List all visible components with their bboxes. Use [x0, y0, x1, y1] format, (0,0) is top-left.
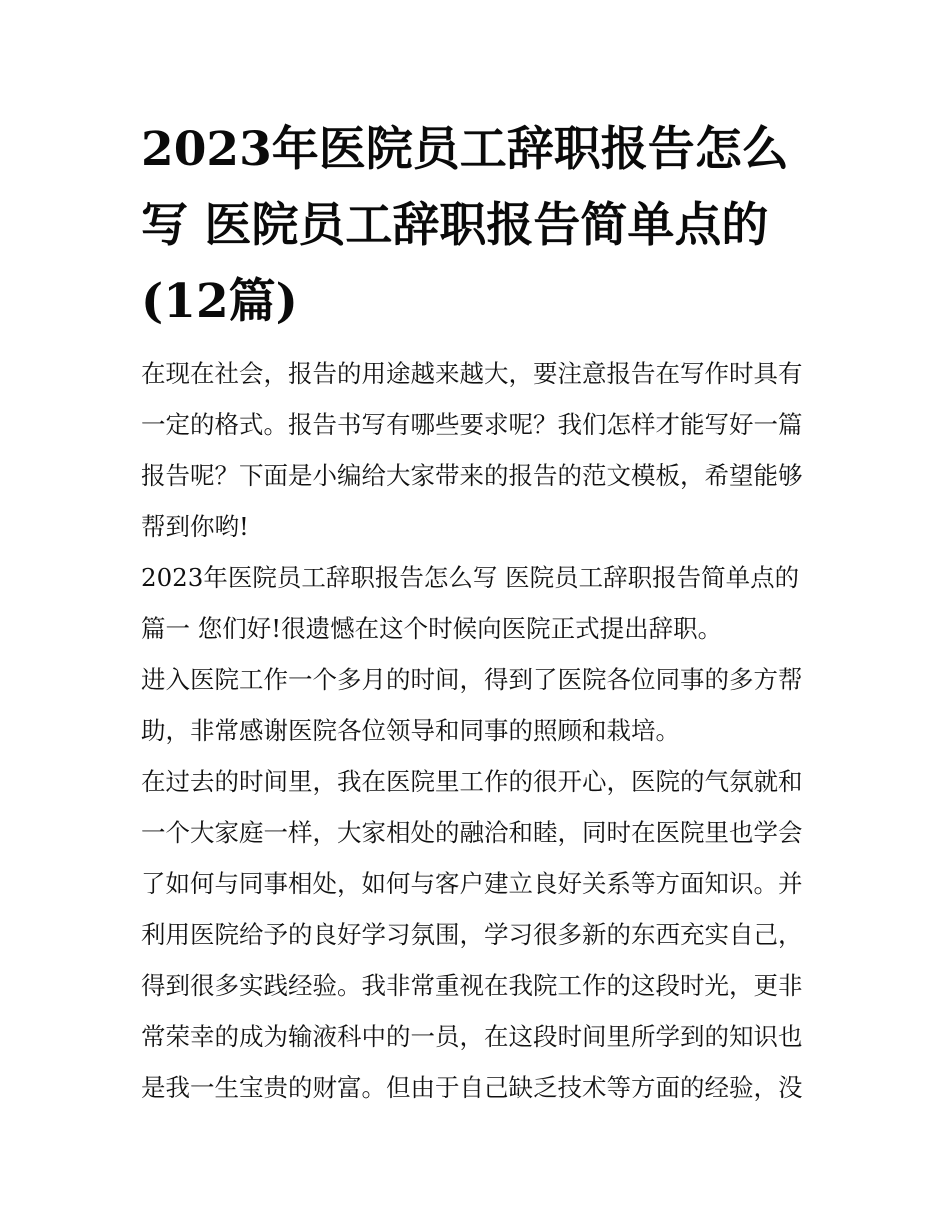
- document-content: [141, 112, 813, 1113]
- body-paragraph: 进入医院工作一个多月的时间，得到了医院各位同事的多方帮助，非常感谢医院各位领导和同事的照顾和栽培。: [141, 665, 803, 745]
- intro-paragraph: 在现在社会，报告的用途越来越大，要注意报告在写作时具有一定的格式。报告书写有哪些要求呢？我们怎样才能写好一篇报告呢？下面是小编给大家带来的报告的范文模板，希望能够帮到你哟!: [141, 359, 803, 541]
- body-paragraph: 在过去的时间里，我在医院里工作的很开心，医院的气氛就和一个大家庭一样，大家相处的融洽和睦，同时在医院里也学会了如何与同事相处，如何与客户建立良好关系等方面知识。并利用医院给予的良好学习氛围，学习很多新的东西充实自己，得到很多实践经验。我非常重视在我院工作的这段时光，更非常荣幸的成为输液科中的一员，在这段时间里所学到的知识也是我一生宝贵的财富。但由于自己缺乏技术等方面的经验，没: [141, 767, 803, 1102]
- document-title: 2023年医院员工辞职报告怎么写 医院员工辞职报告简单点的(12篇): [141, 122, 789, 329]
- section-heading-paragraph: 2023年医院员工辞职报告怎么写 医院员工辞职报告简单点的篇一 您们好!很遗憾在这个时候向医院正式提出辞职。: [141, 563, 800, 643]
